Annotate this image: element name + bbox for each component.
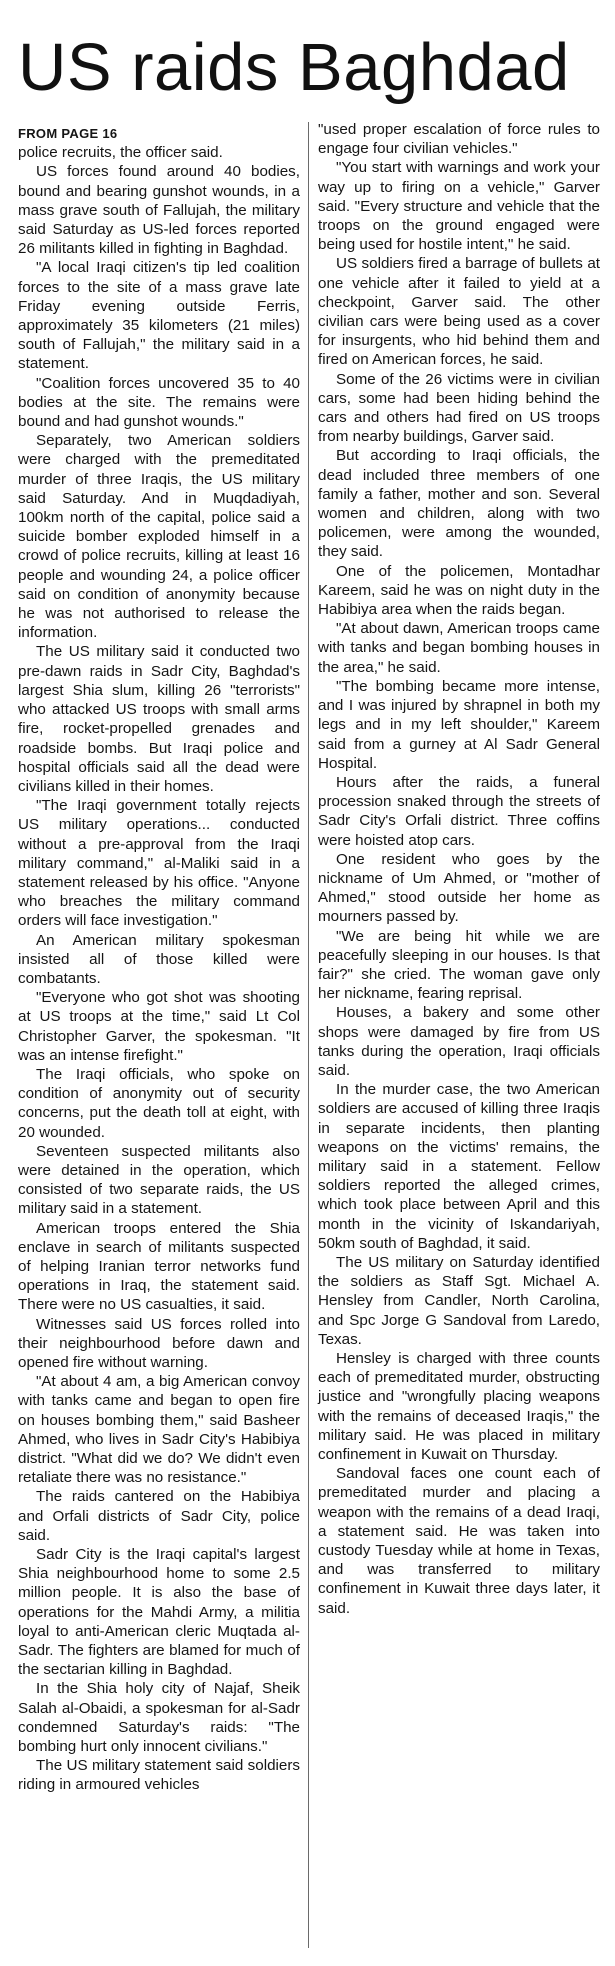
paragraph: Some of the 26 victims were in civilian cars, some had been hiding behind the cars and others had fired on US troops from nearby buildings, Garver said. — [318, 370, 600, 446]
paragraph: police recruits, the officer said. — [18, 144, 223, 162]
paragraph: The raids cantered on the Habibiya and Orfali districts of Sadr City, police said. — [18, 1488, 300, 1544]
paragraph: "The bombing became more intense, and I was injured by shrapnel in both my legs and in my left shoulder," Kareem said from a gurney at Al Sadr General Hospital. — [318, 677, 600, 772]
paragraph: In the murder case, the two American soldiers are accused of killing three Iraqis in separate incidents, then planting weapons on the victims' remains, the military said in a statement. Fellow soldiers reported the alleged crimes, which took place between April and this month in the vicinity of Iskandariyah, 50km south of Baghdad, it said. — [318, 1081, 600, 1252]
continuation-kicker: FROM PAGE 16 — [18, 126, 118, 141]
paragraph: Hours after the raids, a funeral procession snaked through the streets of Sadr City's Orfali district. Three coffins were hoisted atop cars. — [318, 773, 600, 849]
paragraph: "The Iraqi government totally rejects US military operations... conducted without a pre-approval from the Iraqi military command," al-Maliki said in a statement released by his office. "Anyone who breaches the military command orders will face investigation." — [18, 797, 300, 930]
paragraph: Hensley is charged with three counts each of premeditated murder, obstructing justice and "wrongfully placing weapons with the remains of deceased Iraqis," the military said. He was placed in military confinement in Kuwait on Thursday. — [318, 1350, 600, 1464]
column-divider — [308, 122, 309, 1948]
paragraph: Witnesses said US forces rolled into their neighbourhood before dawn and opened fire without warning. — [18, 1315, 300, 1371]
paragraph: Houses, a bakery and some other shops were damaged by fire from US tanks during the operation, Iraqi officials said. — [318, 1004, 600, 1079]
article-column-right — [318, 120, 600, 1618]
paragraph: The Iraqi officials, who spoke on condition of anonymity out of security concerns, put the death toll at eight, with 20 wounded. — [18, 1065, 300, 1141]
paragraph: US soldiers fired a barrage of bullets at one vehicle after it failed to yield at a checkpoint, Garver said. The other civilian cars were being used as a cover for insurgents, who hid behind them and fired on American forces, he said. — [318, 255, 600, 369]
paragraph: Sandoval faces one count each of premeditated murder and placing a weapon with the remains of a dead Iraqi, a statement said. He was taken into custody Tuesday while at home in Texas, and was transferred to military confinement in Kuwait three days later, it said. — [318, 1465, 600, 1617]
paragraph: An American military spokesman insisted all of those killed were combatants. — [18, 931, 300, 987]
paragraph: The US military statement said soldiers riding in armoured vehicles — [18, 1757, 300, 1794]
paragraph: The US military said it conducted two pre-dawn raids in Sadr City, Baghdad's largest Shia slum, killing 26 "terrorists" who attacked US troops with small arms fire, rocket-propelled grenades and roadside bombs. But Iraqi police and hospital officials said all the dead were civilians killed in their homes. — [18, 643, 300, 795]
paragraph: Seventeen suspected militants also were detained in the operation, which consisted of two separate raids, the US military said in a statement. — [18, 1142, 300, 1218]
headline: US raids Baghdad — [18, 30, 570, 105]
paragraph: "You start with warnings and work your way up to firing on a vehicle," Garver said. "Every structure and vehicle that the troops on the ground engaged were being used for hostile intent," he said. — [318, 159, 600, 254]
paragraph: American troops entered the Shia enclave in search of militants suspected of helping Iranian terror networks fund operations in Iraq, the statement said. There were no US casualties, it said. — [18, 1219, 300, 1314]
paragraph: "used proper escalation of force rules to engage four civilian vehicles." — [318, 121, 600, 158]
paragraph: "A local Iraqi citizen's tip led coalition forces to the site of a mass grave late Friday evening outside Ferris, approximately 35 kilometers (21 miles) south of Fallujah," the military said in a statement. — [18, 259, 300, 373]
paragraph: "We are being hit while we are peacefully sleeping in our houses. Is that fair?" she cried. The woman gave only her nickname, fearing reprisal. — [318, 927, 600, 1003]
article-column-left — [18, 124, 300, 1795]
paragraph: "Coalition forces uncovered 35 to 40 bodies at the site. The remains were bound and had gunshot wounds." — [18, 374, 300, 431]
paragraph: "At about dawn, American troops came with tanks and began bombing houses in the area," he said. — [318, 620, 600, 676]
paragraph: "At about 4 am, a big American convoy with tanks came and began to open fire on houses bombing them," said Basheer Ahmed, who lives in Sadr City's Habibiya district. "What did we do? We didn't even retaliate there was no resistance." — [18, 1373, 300, 1487]
paragraph: Sadr City is the Iraqi capital's largest Shia neighbourhood home to some 2.5 million people. It is also the base of operations for the Mahdi Army, a militia loyal to anti-American cleric Muqtada al-Sadr. The fighters are blamed for much of the sectarian killing in Baghdad. — [18, 1546, 300, 1679]
paragraph: The US military on Saturday identified the soldiers as Staff Sgt. Michael A. Hensley from Candler, North Carolina, and Spc Jorge G Sandoval from Laredo, Texas. — [318, 1253, 600, 1348]
paragraph: In the Shia holy city of Najaf, Sheik Salah al-Obaidi, a spokesman for al-Sadr condemned Saturday's raids: "The bombing hurt only innocent civilians." — [18, 1680, 300, 1756]
paragraph: "Everyone who got shot was shooting at US troops at the time," said Lt Col Christopher Garver, the spokesman. "It was an intense firefight." — [18, 989, 300, 1064]
paragraph: US forces found around 40 bodies, bound and bearing gunshot wounds, in a mass grave south of Fallujah, the military said Saturday as US-led forces reported 26 militants killed in fighting in Baghdad. — [18, 163, 300, 258]
paragraph: One resident who goes by the nickname of Um Ahmed, or "mother of Ahmed," stood outside her home as mourners passed by. — [318, 850, 600, 926]
paragraph: One of the policemen, Montadhar Kareem, said he was on night duty in the Habibiya area when the raids began. — [318, 562, 600, 619]
paragraph: Separately, two American soldiers were charged with the premeditated murder of three Iraqis, the US military said Saturday. And in Muqdadiyah, 100km north of the capital, police said a suicide bomber exploded himself in a crowd of police recruits, killing at least 16 people and wounding 24, a police officer said on condition of anonymity because he was not authorised to release the information. — [18, 432, 300, 642]
paragraph: But according to Iraqi officials, the dead included three members of one family a father, mother and son. Several women and children, along with two policemen, were among the wounded, they said. — [318, 447, 600, 561]
